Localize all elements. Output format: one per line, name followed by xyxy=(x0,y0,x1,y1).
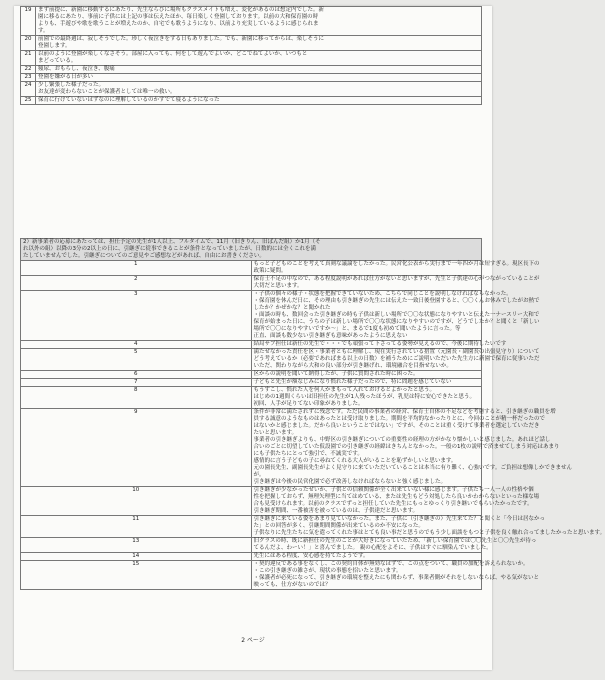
text-line: 登園を嫌がる日が多い xyxy=(38,74,94,80)
table-row xyxy=(21,74,482,82)
response-text xyxy=(251,561,539,590)
text-line: 感情的に言う子どもの子に尋ねてくれる大人がいることを恥ずかしいと思います。 xyxy=(253,458,457,464)
response-text xyxy=(251,379,482,387)
table-row xyxy=(21,341,482,349)
text-line: まどっている。 xyxy=(38,58,77,64)
response-text xyxy=(36,97,482,105)
text-line: ・契約違反である事をなくし、この契約自体が無効なはずで、この点をついて、職員の加配を訴えられないか。 xyxy=(253,561,529,567)
text-line: にも子供たちにとって強引で、不誠実です。 xyxy=(253,451,363,457)
table-row xyxy=(21,487,482,516)
response-text xyxy=(251,409,572,487)
table-row xyxy=(21,553,482,561)
response-text xyxy=(36,66,482,74)
response-text xyxy=(251,487,540,516)
question-text xyxy=(21,239,482,261)
text-line: てるんだよ、わーい！」と喜んでました。 親の心配をよそに、子供はすぐに馴染んでいました。 xyxy=(253,545,492,551)
row-number: 5 xyxy=(21,349,252,371)
text-line: 頻尿、おもらし、夜泣き、腹痛 xyxy=(38,66,115,72)
text-line: 子供なりに先生たちに気を遣ってくれた事はとても良い事だと思うのでもう少し面談をもつと子供を良く触れ合ってましたかったと思います。 xyxy=(253,530,605,536)
text-line: 大切だと思います。 xyxy=(253,283,303,289)
text-line: 先生にはある程度、安心感を持てたようです。 xyxy=(253,553,369,559)
text-line: どう考えているか（必要であればまる以上の日数）を補うためにご説明いただいた先生方に新園で保育に従事いただ xyxy=(253,356,540,362)
text-line: 引き継ぎ期間、一番被害を被っているのは、子供達だと思います。 xyxy=(253,508,419,514)
response-text xyxy=(36,82,482,97)
text-line: 区からの説明を聞いて納得したが、子供に質問された時に困った。 xyxy=(253,371,419,377)
text-line: 場所で〇〇になりやすいですか～」と、まるで1度も初めて聞いたように言った。等 xyxy=(253,326,461,332)
row-number: 15 xyxy=(21,561,252,590)
response-text xyxy=(251,516,605,538)
response-text xyxy=(36,36,482,51)
text-line: 映っても、仕方がないのでは？ xyxy=(253,582,331,588)
row-number: 8 xyxy=(21,387,252,409)
text-line: 性を把握しておらず、無理矢理型に当てはめている、または先生もどう対処したら良いかわからないといった様な場 xyxy=(253,494,540,500)
text-line: 結局サブ担任は新任の先生で・・・でも頑張って下さってる姿勢が見えるので、今後に期待したいです xyxy=(253,341,507,347)
text-line: ・保育園を休んだ日に、その理由も引き継ぎの先生には伝えた一致日後登園すると、〇〇くんお休みでしたがお熱で xyxy=(253,298,540,304)
table-row xyxy=(21,261,482,276)
text-line: 子どもと先生が額なじみになり慣れた様子だったので、特に問題を感じていない xyxy=(253,379,452,385)
response-text xyxy=(251,387,482,409)
text-line: 前園での最終週は、寂しそうでした。珍しく夜泣きをする日もありました。でも、新園に移ってからは、楽しそうに xyxy=(38,36,325,42)
responses-table-2 xyxy=(20,238,605,590)
response-text xyxy=(251,371,482,379)
table-row xyxy=(21,538,482,553)
response-text xyxy=(251,553,482,561)
text-line: いただ、関わりながら大和の良い部分が引き継げれ、環境融合を目指せないか。 xyxy=(253,363,452,369)
text-line: まず前提に、新園に移動するにあたり、先生ならびに場所もクラスメイトも増え、変化があるのは想定内でした。新 xyxy=(38,7,325,13)
text-line: 事業者の引き継ぎよりも、中野区の引き継ぎについての重要性の経理の方がかなり懐かしいと感じました。あれほど話し xyxy=(253,437,551,443)
table-row xyxy=(21,82,482,97)
response-text xyxy=(251,341,507,349)
text-line: れ以外の組）以降の3分の2以上の日に、引継ぎに従事できることが条件となっていましたが、日数的には全くこれを満 xyxy=(23,246,317,252)
response-text xyxy=(36,74,482,82)
text-line: 保育が始まった日に、うちの子は新しい場所で〇〇な状態になりやすいのですが、どうでしたか？と聞くと「新しい xyxy=(253,319,540,325)
row-number: 23 xyxy=(21,74,36,82)
text-line: 元の園長先生、副園長先生がよく見守りに来ていただいていることは本当に有り難く、心強いです。ご負担は想像しかできません xyxy=(253,465,572,471)
text-line: ・面談の時も、数回会った引き継ぎの時も子供は新しい場所で〇〇な状態になりやすいと伝えた一ナースリー大和で xyxy=(253,312,540,318)
text-line: はじめの1週間くらいは旧担任の先生が1人残ったほうが、乳児は特に安心できたと思う。 xyxy=(253,394,476,400)
text-line: が。 xyxy=(253,472,265,478)
row-number: 9 xyxy=(21,409,252,487)
row-number: 11 xyxy=(21,516,252,538)
row-number: 14 xyxy=(21,553,252,561)
text-line: たいと思います。 xyxy=(253,430,298,436)
row-number: 19 xyxy=(21,7,36,36)
response-text xyxy=(251,291,540,341)
text-line: 2）新事業者の応募にあたっては、担任予定の先生が1人以上、フルタイムで、11月（旧きりん、旧ばんだ組）か1月（そ xyxy=(23,239,321,245)
table-row xyxy=(21,97,482,105)
text-line: 政策に疑問。 xyxy=(253,268,287,274)
text-line: 保育に行けていないはずなのに理解しているのかすでて寝るようになった xyxy=(38,97,220,103)
row-number: 24 xyxy=(21,82,36,97)
response-text xyxy=(36,51,482,66)
text-line: 合も見受けられます。以前のクラスでずっと担任していた先生にもっとゆっくり引き継いでもらいたかったです。 xyxy=(253,501,533,507)
response-text xyxy=(36,7,482,36)
row-number: 6 xyxy=(21,371,252,379)
text-line: す。 xyxy=(38,28,49,34)
table-row xyxy=(21,66,482,74)
text-line: したか？かぜかな？と聞かれた xyxy=(253,305,331,311)
table-row xyxy=(21,291,482,341)
table-row xyxy=(21,387,482,409)
text-line: 初回、人手が足りてない印象がありました。 xyxy=(253,401,364,407)
text-line: 旧クラスの時、既に新担任の先生のことが大好きになっていたため、「新しい保育園では〇〇先生と〇〇先生が待っ xyxy=(253,538,537,544)
table-row xyxy=(21,349,482,371)
row-number: 2 xyxy=(21,276,252,291)
table-row xyxy=(21,7,482,36)
text-line: 満たせなかった責任を区・事業者ともに理解し、現在実行されている措置（元園長・副園長の出張見守り）について xyxy=(253,349,540,355)
text-line: 員する誠意のようなものはあったとは受け取りました。期間を平均的なかったりとに、今回のことが精一杯だったので xyxy=(253,416,545,422)
text-line: 園に移るにあたり、事前に子供には上記の事は伝えたほか、毎日楽しく登園しております。以前の大和保育園の時 xyxy=(38,14,319,20)
row-number: 1 xyxy=(21,261,252,276)
row-number: 10 xyxy=(21,487,252,516)
text-line: お友達が変わらないことが保護者としては唯一の救い。 xyxy=(38,89,176,95)
table-row xyxy=(21,561,482,590)
row-number: 21 xyxy=(21,51,36,66)
table-row xyxy=(21,36,482,51)
table-row xyxy=(21,51,482,66)
text-line: もうすこし、慣れた人を何人かまもって入れておけるとよかったと思う。 xyxy=(253,387,436,393)
text-line: たしていませんでした。引継ぎについてのご意見やご感想などがあれば、自由にお書きください。 xyxy=(23,253,265,259)
text-line: 正直、面談も数少ない引き継ぎも意味があったように思えない xyxy=(253,333,408,339)
response-text xyxy=(251,276,540,291)
text-line: もっと子どものことを考えて真剣な議論をしたかった。民営化公表から実行まで一年四か月は短すぎる。現区長下の xyxy=(253,261,540,267)
row-number: 22 xyxy=(21,66,36,74)
text-line: 引き継ぎは今後の民営化園で必ず改善しなければならないと強く感じました。 xyxy=(253,479,447,485)
document-page xyxy=(14,6,605,670)
row-number: 25 xyxy=(21,97,36,105)
text-line: よりも、手遊びや歌を歌うことが増えたのか、自宅でも歌うようになり、以前より充実しているように感じられま xyxy=(38,21,319,27)
text-line: 以前のように登園が楽しくなさそう。部屋に入っても、何をして遊んでよいか、どこでねてよいか、いつもと xyxy=(38,51,308,57)
row-number: 13 xyxy=(21,538,252,553)
row-number: 7 xyxy=(21,379,252,387)
response-text xyxy=(251,261,540,276)
table-row xyxy=(21,379,482,387)
row-number: 3 xyxy=(21,291,252,341)
responses-table-1 xyxy=(20,6,482,105)
text-line: 保育士不足の中なので、ある程度説明があれば仕方がないと思いますが、先生と子供達の心がつながっていることが xyxy=(253,276,540,282)
text-line: ・子供の個々の様子・状態を把握できていないため、こちらで同じことを説明しなければならなかった。 xyxy=(253,291,512,297)
text-line: ・保護者が必死になって、引き継ぎの環境を整えたにも関わらず、事業者側がそれをしないならば、やる気がないと xyxy=(253,575,539,581)
table-row xyxy=(21,276,482,291)
table-row xyxy=(21,371,482,379)
text-line: た」との回答が多く、引継期間関係が出来ているのか不安になった。 xyxy=(253,523,424,529)
page-number: 2 ページ xyxy=(241,637,265,644)
text-line: 合いのごとに切望していた仮設園での引き継ぎの経緯はきちんとなかった。一般の1枚の説明で済ませてしまう対応はあまり xyxy=(253,444,560,450)
question-row xyxy=(21,239,482,261)
text-line: 引き継ぎが少なかったせいか、子供との信頼関係が全く出来ていない様に感じます。子供たち一人一人の性格や個 xyxy=(253,487,534,493)
text-line: 登園します。 xyxy=(38,43,71,49)
text-line: ・この引き継ぎの雑さが、現状の事態を招いたと思います。 xyxy=(253,568,402,574)
text-line: 少し緊張した様子だった。 xyxy=(38,82,105,88)
row-number: 4 xyxy=(21,341,252,349)
text-line: はないかと感じました。だから良いということではない」ですが、そのことは重く受けて事業者を選定していただき xyxy=(253,423,540,429)
text-line: 条件が非常に満たされずに残念です。ただ民間の事業者の経営、保育士自体の不足などを考慮すると、引き継ぎの職員を増 xyxy=(253,409,556,415)
response-text xyxy=(251,538,537,553)
response-text xyxy=(251,349,540,371)
table-row xyxy=(21,409,482,487)
row-number: 20 xyxy=(21,36,36,51)
table-row xyxy=(21,516,482,538)
text-line: 引き継ぎに来ている姿をあまり見ていなかった。また、子供に（引き継ぎの）先生来てた？と聞くと「今日は居なかっ xyxy=(253,516,546,522)
